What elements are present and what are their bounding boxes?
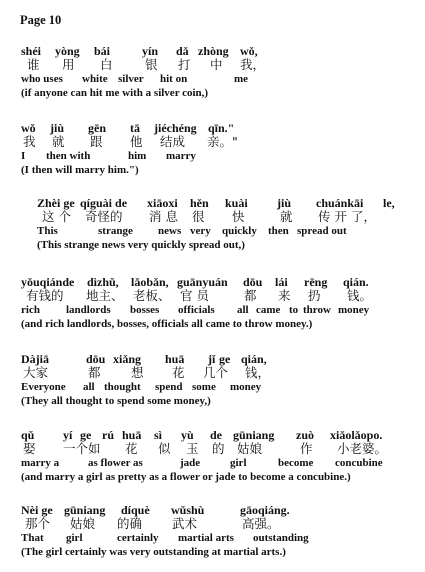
translation-line: (if anyone can hit me with a silver coin,) bbox=[21, 87, 209, 99]
hanzi-word: 结成 bbox=[160, 134, 186, 149]
stanza bbox=[0, 503, 425, 559]
hanzi-line bbox=[0, 517, 425, 531]
stanza bbox=[0, 44, 425, 100]
gloss-word: then bbox=[268, 225, 289, 237]
pinyin-line bbox=[0, 428, 425, 442]
hanzi-word: 几个 bbox=[203, 365, 229, 380]
hanzi-word: 那个 bbox=[25, 516, 51, 531]
gloss-word: all bbox=[237, 304, 249, 316]
hanzi-word: 中 bbox=[210, 57, 223, 72]
gloss-line bbox=[0, 456, 425, 470]
hanzi-word: 玉 bbox=[186, 441, 199, 456]
gloss-word: who uses bbox=[21, 73, 63, 85]
gloss-word: This bbox=[37, 225, 58, 237]
hanzi-line bbox=[0, 135, 425, 149]
pinyin-word: tā bbox=[130, 121, 140, 135]
hanzi-line bbox=[0, 58, 425, 72]
pinyin-word: chuánkāi bbox=[316, 196, 364, 210]
hanzi-word: 姑娘 bbox=[70, 516, 96, 531]
pinyin-word: dōu bbox=[86, 352, 106, 366]
hanzi-word: 我 bbox=[23, 134, 36, 149]
pinyin-word: yòng bbox=[55, 44, 80, 58]
pinyin-word: bái bbox=[94, 44, 111, 58]
pinyin-word: jiù bbox=[277, 196, 292, 210]
stanza bbox=[0, 275, 425, 331]
pinyin-line bbox=[0, 352, 425, 366]
hanzi-word: 大家 bbox=[23, 365, 49, 380]
gloss-line bbox=[0, 531, 425, 545]
gloss-word: news bbox=[158, 225, 182, 237]
pinyin-word: dōu bbox=[243, 275, 263, 289]
hanzi-word: 钱， bbox=[245, 365, 271, 380]
gloss-line bbox=[0, 380, 425, 394]
pinyin-word: qián, bbox=[241, 352, 267, 366]
pinyin-word: qǔ bbox=[21, 428, 35, 442]
gloss-word: silver bbox=[118, 73, 144, 85]
pinyin-word: zuò bbox=[296, 428, 314, 442]
hanzi-word: 的确 bbox=[117, 516, 143, 531]
hanzi-word: 老板、 bbox=[133, 288, 171, 303]
hanzi-word: 一个如 bbox=[63, 441, 101, 456]
gloss-line bbox=[0, 72, 425, 86]
pinyin-word: rú bbox=[102, 428, 114, 442]
hanzi-word: 娶 bbox=[23, 441, 36, 456]
pinyin-word: jǐ bbox=[208, 352, 216, 366]
gloss-word: rich bbox=[21, 304, 40, 316]
hanzi-word: 作 bbox=[300, 441, 313, 456]
hanzi-word: 很 bbox=[192, 209, 205, 224]
pinyin-word: jiéchéng bbox=[154, 121, 197, 135]
pinyin-word: ge bbox=[219, 352, 231, 366]
pinyin-word: zhòng bbox=[198, 44, 229, 58]
gloss-word: money bbox=[230, 381, 262, 393]
gloss-word: concubine bbox=[335, 457, 383, 469]
stanza bbox=[0, 352, 425, 408]
gloss-word: girl bbox=[66, 532, 83, 544]
pinyin-line bbox=[0, 196, 425, 210]
gloss-line bbox=[0, 224, 425, 238]
pinyin-word: ge bbox=[80, 428, 92, 442]
pinyin-line bbox=[0, 503, 425, 517]
pinyin-word: yù bbox=[181, 428, 194, 442]
pinyin-word: de bbox=[210, 428, 222, 442]
hanzi-word: 我， bbox=[240, 57, 266, 72]
gloss-word: I bbox=[21, 150, 26, 162]
hanzi-word: 高强。 bbox=[242, 516, 280, 531]
hanzi-word: 跟 bbox=[90, 134, 103, 149]
gloss-word: girl bbox=[230, 457, 247, 469]
hanzi-word: 用 bbox=[62, 57, 75, 72]
gloss-line bbox=[0, 303, 425, 317]
hanzi-word: 扔 bbox=[308, 288, 321, 303]
gloss-word: white bbox=[82, 73, 108, 85]
hanzi-word: 花 bbox=[125, 441, 138, 456]
translation-line: (The girl certainly was very outstanding at martial arts.) bbox=[21, 546, 286, 558]
pinyin-word: gēn bbox=[88, 121, 106, 135]
pinyin-line bbox=[0, 44, 425, 58]
hanzi-line bbox=[0, 289, 425, 303]
page-number: Page 10 bbox=[20, 13, 62, 27]
gloss-word: some bbox=[192, 381, 216, 393]
hanzi-word: 消 息 bbox=[149, 209, 178, 224]
stanza bbox=[0, 121, 425, 177]
pinyin-word: Nèi ge bbox=[21, 503, 53, 517]
gloss-word: very bbox=[190, 225, 211, 237]
hanzi-word: 似 bbox=[158, 441, 171, 456]
pinyin-word: gūniang bbox=[233, 428, 275, 442]
hanzi-word: 地主、 bbox=[86, 288, 124, 303]
pinyin-word: hěn bbox=[190, 196, 209, 210]
hanzi-word: 来 bbox=[278, 288, 291, 303]
pinyin-word: wǒ, bbox=[240, 44, 258, 58]
gloss-word: outstanding bbox=[253, 532, 309, 544]
pinyin-word: yí bbox=[63, 428, 73, 442]
gloss-word: certainly bbox=[117, 532, 159, 544]
gloss-word: landlords bbox=[66, 304, 111, 316]
hanzi-word: 的 bbox=[212, 441, 225, 456]
hanzi-word: 姑娘 bbox=[237, 441, 263, 456]
gloss-word: marry a bbox=[21, 457, 60, 469]
hanzi-word: 想 bbox=[131, 365, 144, 380]
pinyin-word: le, bbox=[383, 196, 395, 210]
gloss-word: came bbox=[256, 304, 281, 316]
gloss-word: marry bbox=[166, 150, 196, 162]
stanza bbox=[0, 428, 425, 484]
gloss-word: become bbox=[278, 457, 314, 469]
gloss-word: strange bbox=[98, 225, 133, 237]
gloss-word: throw bbox=[303, 304, 331, 316]
hanzi-word: 小老婆。 bbox=[337, 441, 388, 456]
hanzi-word: 就 bbox=[280, 209, 293, 224]
hanzi-word: 快 bbox=[232, 209, 245, 224]
pinyin-word: huā bbox=[165, 352, 185, 366]
pinyin-word: guānyuán bbox=[177, 275, 228, 289]
gloss-word: spread out bbox=[297, 225, 347, 237]
gloss-word: me bbox=[234, 73, 249, 85]
pinyin-word: xiāoxi bbox=[147, 196, 178, 210]
pinyin-word: gūniang bbox=[64, 503, 106, 517]
pinyin-word: wǔshù bbox=[171, 503, 205, 517]
hanzi-line bbox=[0, 366, 425, 380]
pinyin-word: xiǎolǎopo. bbox=[330, 428, 383, 442]
pinyin-word: yǒuqiánde bbox=[21, 275, 75, 289]
translation-line: (This strange news very quickly spread out,) bbox=[37, 239, 245, 251]
pinyin-word: Zhèi ge bbox=[37, 196, 75, 210]
gloss-line bbox=[0, 149, 425, 163]
gloss-word: hit on bbox=[160, 73, 188, 85]
pinyin-word: dǎ bbox=[176, 44, 189, 58]
gloss-word: as flower as bbox=[88, 457, 143, 469]
gloss-word: jade bbox=[180, 457, 201, 469]
pinyin-word: shéi bbox=[21, 44, 42, 58]
pinyin-word: sì bbox=[154, 428, 163, 442]
pinyin-word: lǎobǎn, bbox=[131, 275, 169, 289]
hanzi-word: 钱。 bbox=[347, 288, 373, 303]
gloss-word: to bbox=[289, 304, 299, 316]
hanzi-word: 谁 bbox=[27, 57, 40, 72]
hanzi-word: 就 bbox=[52, 134, 65, 149]
pinyin-word: dìzhǔ, bbox=[87, 275, 119, 289]
pinyin-word: qīn." bbox=[208, 121, 235, 135]
pinyin-word: rēng bbox=[304, 275, 328, 289]
gloss-word: That bbox=[21, 532, 44, 544]
pinyin-word: gāoqiáng. bbox=[240, 503, 290, 517]
gloss-word: money bbox=[338, 304, 370, 316]
pinyin-word: qián. bbox=[343, 275, 369, 289]
pinyin-word: Dàjiā bbox=[21, 352, 49, 366]
gloss-word: martial arts bbox=[178, 532, 234, 544]
hanzi-word: 亲。" bbox=[207, 134, 238, 149]
hanzi-word: 官 员 bbox=[180, 288, 209, 303]
gloss-word: thought bbox=[104, 381, 141, 393]
hanzi-word: 银 bbox=[145, 57, 158, 72]
hanzi-word: 白 bbox=[100, 57, 113, 72]
gloss-word: officials bbox=[178, 304, 215, 316]
pinyin-word: jiù bbox=[50, 121, 65, 135]
gloss-word: him bbox=[128, 150, 147, 162]
hanzi-word: 都 bbox=[244, 288, 257, 303]
hanzi-line bbox=[0, 442, 425, 456]
gloss-word: Everyone bbox=[21, 381, 66, 393]
gloss-word: quickly bbox=[222, 225, 257, 237]
pinyin-word: díquè bbox=[121, 503, 150, 517]
hanzi-word: 这 个 bbox=[42, 209, 71, 224]
hanzi-line bbox=[0, 210, 425, 224]
stanza bbox=[0, 196, 425, 252]
hanzi-word: 武术 bbox=[172, 516, 198, 531]
pinyin-word: xiǎng bbox=[113, 352, 142, 366]
pinyin-word: qíguài de bbox=[80, 196, 128, 210]
translation-line: (and rich landlords, bosses, officials all came to throw money.) bbox=[21, 318, 313, 330]
pinyin-word: huā bbox=[122, 428, 142, 442]
pinyin-line bbox=[0, 275, 425, 289]
pinyin-line bbox=[0, 121, 425, 135]
hanzi-word: 有钱的 bbox=[26, 288, 64, 303]
translation-line: (I then will marry him.") bbox=[21, 164, 139, 176]
hanzi-word: 传 开 了， bbox=[318, 209, 376, 224]
translation-line: (They all thought to spend some money,) bbox=[21, 395, 211, 407]
translation-line: (and marry a girl as pretty as a flower or jade to become a concubine.) bbox=[21, 471, 351, 483]
gloss-word: spend bbox=[155, 381, 183, 393]
pinyin-word: wǒ bbox=[21, 121, 36, 135]
gloss-word: all bbox=[83, 381, 95, 393]
hanzi-word: 打 bbox=[178, 57, 191, 72]
pinyin-word: yín bbox=[142, 44, 159, 58]
hanzi-word: 都 bbox=[88, 365, 101, 380]
pinyin-word: kuài bbox=[225, 196, 248, 210]
gloss-word: bosses bbox=[130, 304, 160, 316]
hanzi-word: 奇怪的 bbox=[85, 209, 123, 224]
hanzi-word: 花 bbox=[172, 365, 185, 380]
gloss-word: then with bbox=[46, 150, 91, 162]
pinyin-word: lái bbox=[275, 275, 288, 289]
hanzi-word: 他 bbox=[130, 134, 143, 149]
